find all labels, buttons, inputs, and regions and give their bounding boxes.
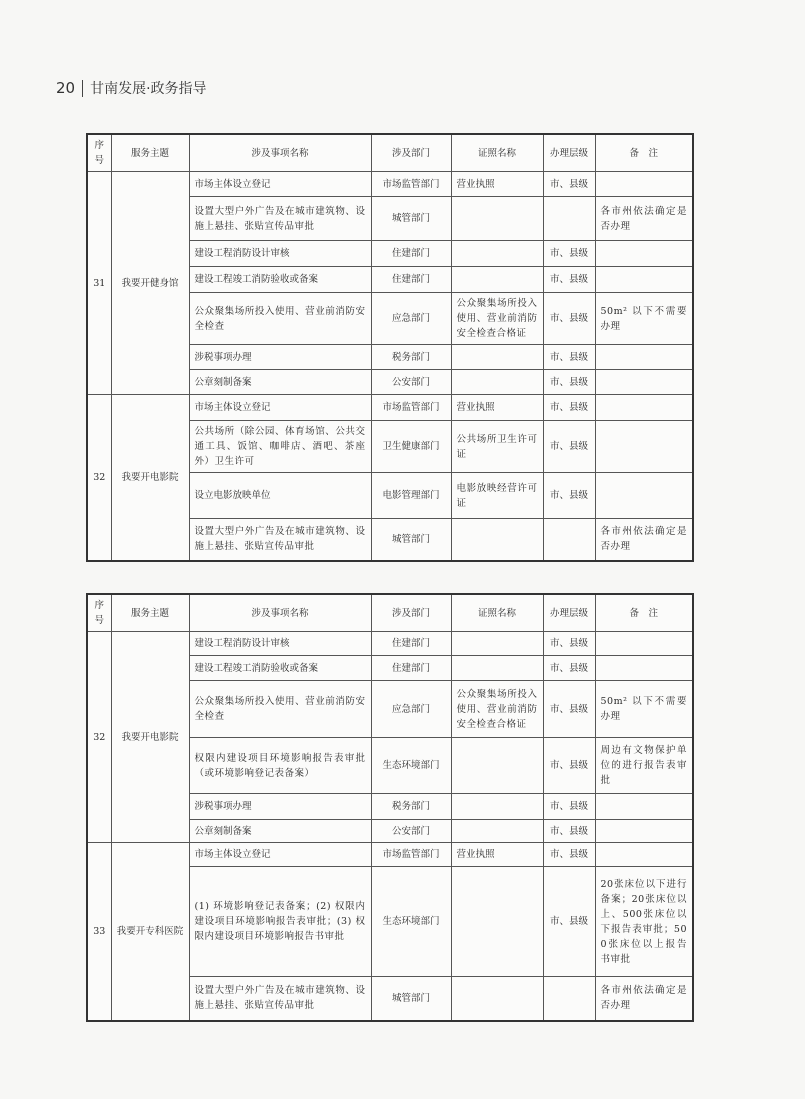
item-name: 设置大型户外广告及在城市建筑物、设施上悬挂、张贴宣传品审批 [189, 977, 371, 1021]
department: 城管部门 [371, 977, 451, 1021]
license-name [451, 977, 543, 1021]
services-table-2 [86, 593, 694, 1022]
group-number: 33 [87, 843, 111, 1021]
license-name: 营业执照 [451, 843, 543, 867]
table-row [87, 632, 693, 656]
table-header-row [87, 134, 693, 172]
license-name [451, 241, 543, 267]
remark: 各市州依法确定是否办理 [595, 977, 693, 1021]
remark: 各市州依法确定是否办理 [595, 197, 693, 241]
page-number: 20 [56, 79, 76, 97]
license-name [451, 794, 543, 820]
department: 城管部门 [371, 519, 451, 561]
license-name: 公共场所卫生许可证 [451, 421, 543, 473]
department: 住建部门 [371, 241, 451, 267]
publication-title: 甘南发展·政务指导 [90, 81, 207, 97]
department: 市场监管部门 [371, 172, 451, 197]
department: 市场监管部门 [371, 395, 451, 421]
handling-level: 市、县级 [543, 738, 595, 794]
col-header-level: 办理层级 [543, 134, 595, 172]
services-table-1 [86, 133, 694, 562]
col-header-note: 备 注 [595, 134, 693, 172]
remark [595, 395, 693, 421]
group-number: 32 [87, 632, 111, 843]
remark [595, 794, 693, 820]
remark [595, 241, 693, 267]
handling-level: 市、县级 [543, 843, 595, 867]
item-name: 设立电影放映单位 [189, 473, 371, 519]
col-header-item: 涉及事项名称 [189, 594, 371, 632]
table-row [87, 395, 693, 421]
license-name: 营业执照 [451, 395, 543, 421]
handling-level: 市、县级 [543, 172, 595, 197]
department: 市场监管部门 [371, 843, 451, 867]
remark [595, 632, 693, 656]
handling-level: 市、县级 [543, 370, 595, 395]
col-header-level: 办理层级 [543, 594, 595, 632]
service-theme: 我要开电影院 [111, 632, 189, 843]
license-name [451, 519, 543, 561]
col-header-theme: 服务主题 [111, 594, 189, 632]
item-name: 公章刻制备案 [189, 370, 371, 395]
department: 生态环境部门 [371, 738, 451, 794]
item-name: 权限内建设项目环境影响报告表审批（或环境影响登记表备案） [189, 738, 371, 794]
handling-level: 市、县级 [543, 293, 595, 345]
item-name: 涉税事项办理 [189, 794, 371, 820]
license-name [451, 632, 543, 656]
col-header-theme: 服务主题 [111, 134, 189, 172]
remark: 各市州依法确定是否办理 [595, 519, 693, 561]
department: 公安部门 [371, 370, 451, 395]
page-header [56, 78, 207, 98]
col-header-license: 证照名称 [451, 134, 543, 172]
item-name: 涉税事项办理 [189, 345, 371, 370]
col-header-dept: 涉及部门 [371, 134, 451, 172]
item-name: 公众聚集场所投入使用、营业前消防安全检查 [189, 293, 371, 345]
table-header-row [87, 594, 693, 632]
remark: 20张床位以下进行备案；20张床位以上、500张床位以下报告表审批；500张床位以上报告书审批 [595, 867, 693, 977]
remark: 50m² 以下不需要办理 [595, 293, 693, 345]
col-header-no: 序号 [87, 134, 111, 172]
department: 住建部门 [371, 656, 451, 681]
department: 应急部门 [371, 293, 451, 345]
license-name [451, 370, 543, 395]
handling-level [543, 977, 595, 1021]
item-name: (1) 环境影响登记表备案；(2) 权限内建设项目环境影响报告表审批；(3) 权限内建设项目环境影响报告书审批 [189, 867, 371, 977]
remark [595, 421, 693, 473]
item-name: 公章刻制备案 [189, 820, 371, 843]
item-name: 市场主体设立登记 [189, 843, 371, 867]
remark [595, 172, 693, 197]
department: 住建部门 [371, 267, 451, 293]
handling-level: 市、县级 [543, 656, 595, 681]
handling-level: 市、县级 [543, 241, 595, 267]
remark [595, 370, 693, 395]
handling-level: 市、县级 [543, 421, 595, 473]
remark [595, 843, 693, 867]
handling-level [543, 519, 595, 561]
license-name [451, 867, 543, 977]
handling-level: 市、县级 [543, 867, 595, 977]
col-header-dept: 涉及部门 [371, 594, 451, 632]
col-header-license: 证照名称 [451, 594, 543, 632]
license-name: 公众聚集场所投入使用、营业前消防安全检查合格证 [451, 293, 543, 345]
handling-level: 市、县级 [543, 820, 595, 843]
department: 税务部门 [371, 345, 451, 370]
department: 住建部门 [371, 632, 451, 656]
department: 税务部门 [371, 794, 451, 820]
remark [595, 267, 693, 293]
license-name [451, 820, 543, 843]
item-name: 市场主体设立登记 [189, 395, 371, 421]
handling-level: 市、县级 [543, 345, 595, 370]
license-name [451, 738, 543, 794]
service-theme: 我要开电影院 [111, 395, 189, 561]
handling-level: 市、县级 [543, 632, 595, 656]
col-header-no: 序号 [87, 594, 111, 632]
handling-level: 市、县级 [543, 473, 595, 519]
license-name [451, 197, 543, 241]
remark [595, 473, 693, 519]
remark: 50m² 以下不需要办理 [595, 681, 693, 738]
group-number: 32 [87, 395, 111, 561]
item-name: 设置大型户外广告及在城市建筑物、设施上悬挂、张贴宣传品审批 [189, 197, 371, 241]
license-name [451, 656, 543, 681]
group-number: 31 [87, 172, 111, 395]
item-name: 公共场所（除公园、体育场馆、公共交通工具、饭馆、咖啡店、酒吧、茶座外）卫生许可 [189, 421, 371, 473]
item-name: 建设工程竣工消防验收或备案 [189, 656, 371, 681]
remark [595, 345, 693, 370]
license-name: 电影放映经营许可证 [451, 473, 543, 519]
license-name [451, 267, 543, 293]
handling-level: 市、县级 [543, 794, 595, 820]
header-divider [82, 80, 83, 97]
remark: 周边有文物保护单位的进行报告表审批 [595, 738, 693, 794]
license-name [451, 345, 543, 370]
item-name: 建设工程消防设计审核 [189, 632, 371, 656]
department: 生态环境部门 [371, 867, 451, 977]
handling-level: 市、县级 [543, 681, 595, 738]
department: 应急部门 [371, 681, 451, 738]
item-name: 市场主体设立登记 [189, 172, 371, 197]
handling-level [543, 197, 595, 241]
col-header-note: 备 注 [595, 594, 693, 632]
remark [595, 656, 693, 681]
department: 卫生健康部门 [371, 421, 451, 473]
license-name: 营业执照 [451, 172, 543, 197]
department: 城管部门 [371, 197, 451, 241]
table-row [87, 843, 693, 867]
item-name: 设置大型户外广告及在城市建筑物、设施上悬挂、张贴宣传品审批 [189, 519, 371, 561]
handling-level: 市、县级 [543, 267, 595, 293]
handling-level: 市、县级 [543, 395, 595, 421]
department: 公安部门 [371, 820, 451, 843]
license-name: 公众聚集场所投入使用、营业前消防安全检查合格证 [451, 681, 543, 738]
department: 电影管理部门 [371, 473, 451, 519]
service-theme: 我要开专科医院 [111, 843, 189, 1021]
item-name: 建设工程竣工消防验收或备案 [189, 267, 371, 293]
item-name: 公众聚集场所投入使用、营业前消防安全检查 [189, 681, 371, 738]
remark [595, 820, 693, 843]
item-name: 建设工程消防设计审核 [189, 241, 371, 267]
table-row [87, 172, 693, 197]
service-theme: 我要开健身馆 [111, 172, 189, 395]
col-header-item: 涉及事项名称 [189, 134, 371, 172]
